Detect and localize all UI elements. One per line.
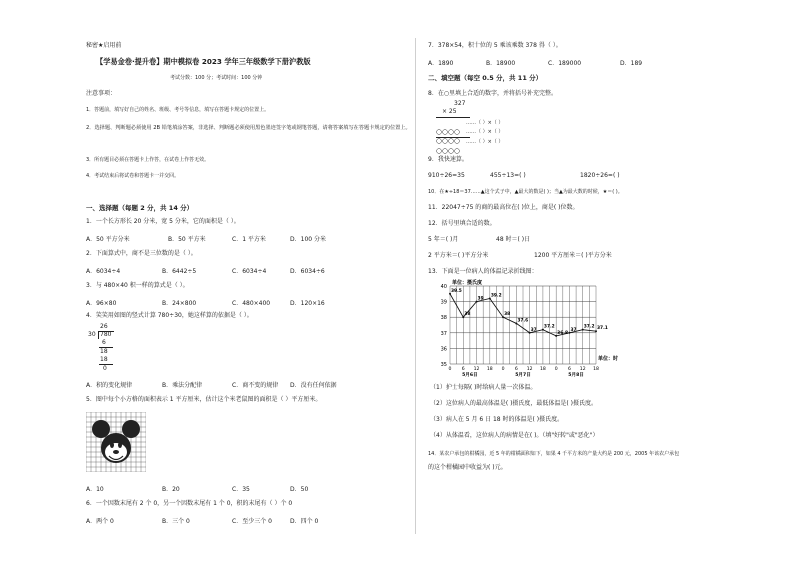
x-tick-label: 6 <box>567 367 571 372</box>
q1-option-d[interactable]: D．100 分米 <box>290 236 326 243</box>
mickey-left-ear <box>92 420 110 438</box>
x-tick-label: 18 <box>593 367 599 372</box>
date-label: 5月7日 <box>515 373 531 378</box>
secret-label: 秘密★启用前 <box>86 42 122 49</box>
x-tick-label: 0 <box>554 367 558 372</box>
x-tick-label: 18 <box>486 367 493 372</box>
notice-3: 3．所有题目必须在答题卡上作答，在试卷上作答无效。 <box>86 157 210 163</box>
q9-item-3[interactable]: 1820÷26=( ) <box>580 172 620 179</box>
q9-text: 9．我快速算。 <box>428 156 468 163</box>
q3-text: 3．与 480×40 积一样的算式是（ ）。 <box>86 282 189 289</box>
division-dividend: 780 <box>100 331 112 338</box>
q9-item-1: 910÷26=35 <box>428 172 465 179</box>
q3-option-b[interactable]: B．24×800 <box>162 300 197 307</box>
mult-top: 327 <box>454 100 466 107</box>
q12-item-4[interactable]: 1200 平方厘米＝( )平方分米 <box>534 252 612 259</box>
data-label: 37 <box>570 327 577 333</box>
notice-1: 1．答题前，填写好自己的姓名、班级、考号等信息，填写在答题卡规定的位置上。 <box>86 107 270 113</box>
division-divisor: 30 <box>88 331 96 338</box>
q2-option-d[interactable]: D．6034÷6 <box>290 268 325 275</box>
q7-text: 7．378×54，积十位的 5 乘该乘数 378 得（ ）。 <box>428 42 562 49</box>
q4-text: 4．笑笑用如图的竖式计算 780÷30，她这样算的依据是（ ）。 <box>86 312 253 319</box>
mickey-nose <box>113 450 119 454</box>
q5-option-a[interactable]: A．10 <box>86 486 104 493</box>
q6-text: 6．一个因数末尾有 2 个 0，另一个因数末尾有 1 个 0，积的末尾有（ ）个 0 <box>86 500 293 507</box>
q13-sub-1: （1）护士每隔( )时给病人量一次体温。 <box>430 384 537 391</box>
division-step-2: 18 <box>100 348 108 355</box>
mult-row-1: ……（ ）×（ ） <box>466 120 504 126</box>
q6-option-b[interactable]: B．三个 0 <box>162 518 190 525</box>
division-step-4: 0 <box>103 365 107 372</box>
mickey-grid-figure <box>86 412 146 472</box>
mickey-right-ear <box>122 420 140 438</box>
x-tick-label: 12 <box>473 367 480 372</box>
q5-option-b[interactable]: B．20 <box>162 486 180 493</box>
data-label: 37.1 <box>597 326 608 332</box>
q12-item-2[interactable]: 48 时＝( )日 <box>496 236 531 243</box>
q10-text: 10．在★÷18＝37……▲这个式子中，▲最大的数是( )；当▲为最大数的时候，★＝( )。 <box>428 189 623 195</box>
q7-option-a[interactable]: A．1890 <box>428 60 454 67</box>
mickey-left-eye <box>110 442 114 448</box>
mult-row-2-circles <box>436 129 466 135</box>
q7-option-c[interactable]: C．189000 <box>548 60 582 67</box>
y-tick-label: 39 <box>440 299 447 306</box>
q6-option-c[interactable]: C．至少三个 0 <box>232 518 272 525</box>
q2-option-c[interactable]: C．6034÷4 <box>232 268 267 275</box>
notice-2: 2．选择题、判断题必须使用 2B 铅笔填涂答案，非选择、判断题必须使用黑色墨迹签字笔或钢笔答题，请将答案填写在答题卡规定的位置上。 <box>86 125 411 131</box>
q13-sub-3: （3）病人在 5 月 6 日 18 时的体温是( )摄氏度。 <box>430 416 564 423</box>
q13-sub-4: （4）从体温看，这位病人的病情是在( )。（填"好转"或"恶化"） <box>430 432 599 439</box>
mult-line <box>436 117 470 118</box>
q2-text: 2．下面算式中，商不是三位数的是（ ）。 <box>86 250 197 257</box>
q13-text: 13．下面是一位病人的体温记录折线图： <box>428 268 538 275</box>
exam-meta: 考试分数：100 分；考试时间：100 分钟 <box>170 75 263 81</box>
q9-item-2[interactable]: 455÷13=( ) <box>490 172 526 179</box>
q4-option-b[interactable]: B．乘法分配律 <box>162 382 203 389</box>
x-tick-label: 0 <box>501 367 505 372</box>
q1-text: 1．一个长方形长 20 分米，宽 5 分米，它的面积是（ ）。 <box>86 218 240 225</box>
x-tick-label: 0 <box>448 367 452 372</box>
x-tick-label: 12 <box>579 367 586 372</box>
mult-row-1-circles <box>436 120 466 126</box>
x-tick-label: 18 <box>539 367 546 372</box>
mult-row-3-circles <box>436 139 466 145</box>
mult-row-3: ……（ ）×（ ） <box>466 139 504 145</box>
date-label: 5月8日 <box>568 373 584 378</box>
notice-title: 注意事项： <box>86 90 117 97</box>
q14-line-2: 的这个柑橘园中收益为( )元。 <box>428 464 507 471</box>
q6-option-a[interactable]: A．两个 0 <box>86 518 114 525</box>
q13-sub-2: （2）这位病人的最高体温是( )摄氏度，最低体温是( )摄氏度。 <box>430 400 597 407</box>
section2-title: 二、填空题（每空 0.5 分，共 11 分） <box>428 74 543 82</box>
x-tick-label: 6 <box>461 367 465 372</box>
q4-option-d[interactable]: D．没有任何依据 <box>290 382 337 389</box>
q7-option-b[interactable]: B．18900 <box>486 60 516 67</box>
q6-option-d[interactable]: D．四个 0 <box>290 518 319 525</box>
q7-option-d[interactable]: D．189 <box>620 60 643 67</box>
y-tick-label: 37 <box>440 330 447 337</box>
x-axis-title: 单位：时 <box>598 356 619 362</box>
data-label: 37 <box>530 327 537 333</box>
data-label: 39.2 <box>490 293 502 299</box>
q1-option-b[interactable]: B．50 平方米 <box>168 236 206 243</box>
q2-option-a[interactable]: A．6034÷4 <box>86 268 121 275</box>
data-label: 37.2 <box>583 324 595 330</box>
column-divider <box>415 38 416 534</box>
q3-option-d[interactable]: D．120×16 <box>290 300 325 307</box>
q14-line-1: 14．某农户承包的柑橘园，近 5 年的柑橘面积如下，如果 4 千平方米的产量大约是 200 元，2005 年该农户承包 <box>428 451 680 457</box>
q1-option-c[interactable]: C．1 平方米 <box>232 236 266 243</box>
y-axis-title: 单位：摄氏度 <box>452 280 483 286</box>
q4-option-a[interactable]: A．积的变化规律 <box>86 382 133 389</box>
date-label: 5月6日 <box>462 373 478 378</box>
q12-text: 12．括号里填合适的数。 <box>428 220 496 227</box>
paper-title: 【学易金卷·提升卷】期中模拟卷 2023 学年三年级数学下册沪教版 <box>96 57 311 66</box>
data-label: 39 <box>477 296 484 302</box>
q8-text: 8．在○里填上合适的数字，并将括号补充完整。 <box>428 90 558 97</box>
notice-4: 4．考试结束后将试卷和答题卡一并交回。 <box>86 173 180 179</box>
division-step-3: 18 <box>100 356 108 363</box>
q3-option-a[interactable]: A．96×80 <box>86 300 117 307</box>
q5-option-c[interactable]: C．35 <box>232 486 250 493</box>
mult-line-2 <box>436 137 470 138</box>
x-tick-label: 12 <box>526 367 533 372</box>
y-tick-label: 38 <box>440 315 447 322</box>
temperature-line-chart <box>428 278 628 378</box>
division-quotient: 26 <box>100 323 108 330</box>
long-division-figure <box>88 323 128 377</box>
q5-option-d[interactable]: D．50 <box>290 486 309 493</box>
data-label: 38 <box>504 312 511 318</box>
q11-text: 11．22047÷75 的商的最高位在( )位上，商是( )位数。 <box>428 204 579 211</box>
data-label: 38 <box>464 312 471 318</box>
division-bracket <box>98 331 99 339</box>
q2-option-b[interactable]: B．6442÷5 <box>162 268 197 275</box>
mickey-right-eye <box>118 442 122 448</box>
q4-option-c[interactable]: C．商不变的规律 <box>232 382 279 389</box>
data-label: 36.8 <box>557 330 569 336</box>
multiplication-figure <box>432 100 512 148</box>
y-tick-label: 40 <box>440 284 447 290</box>
division-step-1: 6 <box>102 339 106 346</box>
section1-title: 一、选择题（每题 2 分，共 14 分） <box>86 204 194 212</box>
data-label: 39.5 <box>451 288 462 294</box>
data-label: 37.6 <box>517 318 529 324</box>
q12-item-1[interactable]: 5 年＝( )月 <box>428 236 459 243</box>
q12-item-3[interactable]: 2 平方米＝( )平方分米 <box>428 252 489 259</box>
x-tick-label: 6 <box>514 367 518 372</box>
q3-option-c[interactable]: C．480×400 <box>232 300 271 307</box>
q1-option-a[interactable]: A．50 平方分米 <box>86 236 130 243</box>
q5-text: 5．图中每个小方格的面积表示 1 平方厘米，估计这个米老鼠图的面积是（ ）平方厘米。 <box>86 396 322 403</box>
mult-multiplier: × 25 <box>442 108 457 115</box>
mult-row-2: ……（ ）×（ ） <box>466 129 504 135</box>
y-tick-label: 36 <box>440 346 447 353</box>
y-tick-label: 35 <box>440 362 447 368</box>
data-label: 37.2 <box>543 324 555 330</box>
